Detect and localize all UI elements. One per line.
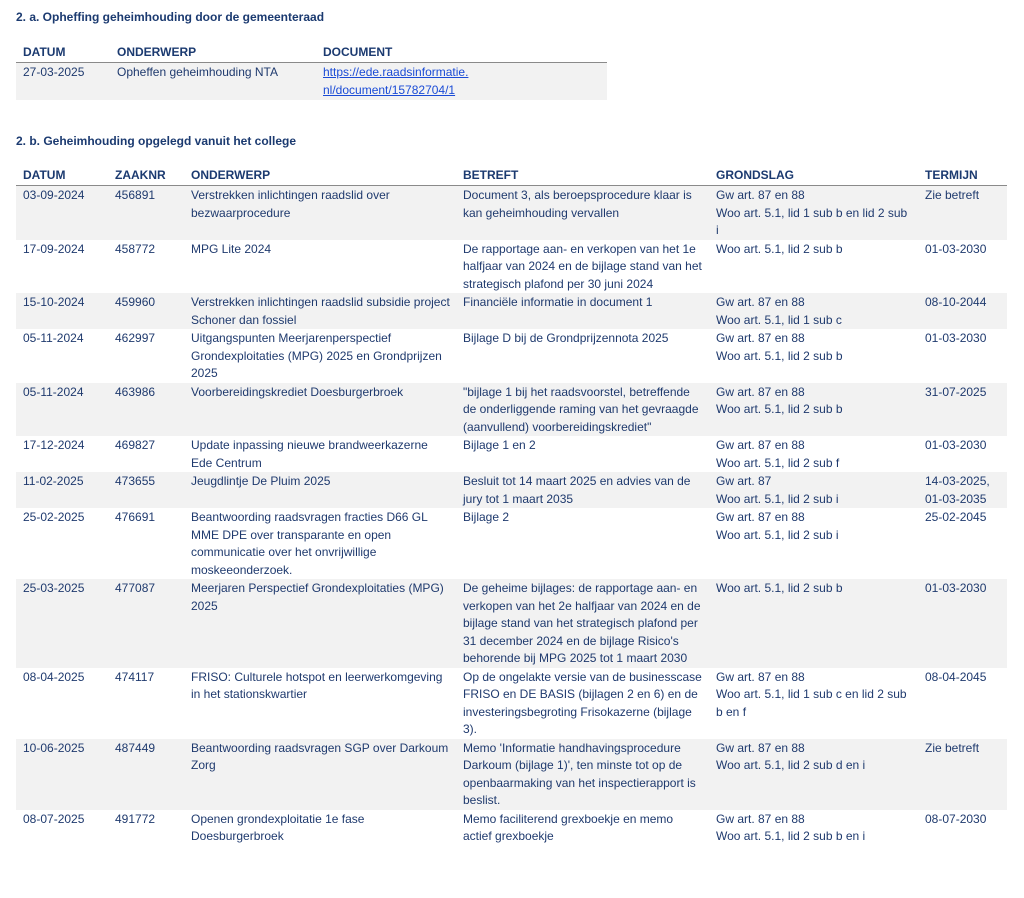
cell-zaaknr: 477087 bbox=[108, 579, 184, 668]
table-row bbox=[16, 472, 1007, 508]
cell-zaaknr: 487449 bbox=[108, 739, 184, 810]
table-row bbox=[16, 329, 1007, 383]
cell-termijn: 25-02-2045 bbox=[918, 508, 1007, 579]
cell-grondslag bbox=[709, 383, 918, 437]
grondslag-line: Gw art. 87 en 88 bbox=[716, 438, 805, 452]
header-betreft: BETREFT bbox=[456, 166, 709, 186]
cell-betreft: "bijlage 1 bij het raadsvoorstel, betreffende de onderliggende raming van het gevraagde (aanvullend) voorbereidingskrediet" bbox=[456, 383, 709, 437]
cell-datum: 17-12-2024 bbox=[16, 436, 108, 472]
cell-zaaknr: 456891 bbox=[108, 186, 184, 240]
cell-betreft: Document 3, als beroepsprocedure klaar is kan geheimhouding vervallen bbox=[456, 186, 709, 240]
cell-datum: 05-11-2024 bbox=[16, 329, 108, 383]
table-header-row bbox=[16, 166, 1007, 186]
cell-onderwerp: Beantwoording raadsvragen fracties D66 GL MME DPE over transparante en open communicatie over het onvrijwillige moskeeonderzoek. bbox=[184, 508, 456, 579]
cell-zaaknr: 459960 bbox=[108, 293, 184, 329]
cell-termijn: 01-03-2030 bbox=[918, 240, 1007, 294]
cell-termijn: Zie betreft bbox=[918, 739, 1007, 810]
cell-onderwerp: Verstrekken inlichtingen raadslid subsidie project Schoner dan fossiel bbox=[184, 293, 456, 329]
table-row bbox=[16, 668, 1007, 739]
cell-datum: 08-07-2025 bbox=[16, 810, 108, 846]
cell-datum: 17-09-2024 bbox=[16, 240, 108, 294]
cell-onderwerp: FRISO: Culturele hotspot en leerwerkomgeving in het stationskwartier bbox=[184, 668, 456, 739]
table-row bbox=[16, 383, 1007, 437]
table-row bbox=[16, 293, 1007, 329]
header-datum: DATUM bbox=[16, 43, 110, 63]
document-link-line2: nl/document/15782704/1 bbox=[323, 82, 456, 97]
table-row bbox=[16, 63, 607, 101]
grondslag-line: Woo art. 5.1, lid 1 sub c bbox=[716, 312, 842, 327]
cell-grondslag bbox=[709, 472, 918, 508]
cell-betreft: De geheime bijlages: de rapportage aan- en verkopen van het 2e halfjaar van 2024 en de bijlage stand van het strategisch plafond per 31 december 2024 en de bijlage Risico's behorende bij MPG 2025 tot 1 maart 2030 bbox=[456, 579, 709, 668]
section-b-title: 2. b. Geheimhouding opgelegd vanuit het college bbox=[16, 134, 297, 148]
table-row bbox=[16, 739, 1007, 810]
grondslag-line: Woo art. 5.1, lid 2 sub b bbox=[716, 581, 843, 595]
cell-grondslag bbox=[709, 240, 918, 294]
table-opheffing bbox=[16, 43, 607, 100]
document-link[interactable] bbox=[323, 65, 468, 97]
cell-zaaknr: 463986 bbox=[108, 383, 184, 437]
cell-onderwerp: Beantwoording raadsvragen SGP over Darkoum Zorg bbox=[184, 739, 456, 810]
cell-zaaknr: 491772 bbox=[108, 810, 184, 846]
grondslag-line: Woo art. 5.1, lid 1 sub b en lid 2 sub i bbox=[716, 205, 908, 237]
cell-onderwerp: Update inpassing nieuwe brandweerkazerne Ede Centrum bbox=[184, 436, 456, 472]
grondslag-line: Woo art. 5.1, lid 1 sub c en lid 2 sub b en f bbox=[716, 687, 907, 719]
cell-termijn: 01-03-2030 bbox=[918, 579, 1007, 668]
cell-betreft: Memo faciliterend grexboekje en memo actief grexboekje bbox=[456, 810, 709, 846]
grondslag-line: Gw art. 87 bbox=[716, 474, 772, 488]
cell-grondslag bbox=[709, 436, 918, 472]
cell-betreft: Bijlage 2 bbox=[456, 508, 709, 579]
cell-onderwerp: Openen grondexploitatie 1e fase Doesburgerbroek bbox=[184, 810, 456, 846]
cell-zaaknr: 474117 bbox=[108, 668, 184, 739]
grondslag-line: Gw art. 87 en 88 bbox=[716, 188, 805, 202]
cell-datum: 25-02-2025 bbox=[16, 508, 108, 579]
cell-termijn: 08-07-2030 bbox=[918, 810, 1007, 846]
cell-termijn: 01-03-2030 bbox=[918, 436, 1007, 472]
section-a-title: 2. a. Opheffing geheimhouding door de gemeenteraad bbox=[16, 10, 325, 24]
cell-zaaknr: 469827 bbox=[108, 436, 184, 472]
cell-onderwerp: Verstrekken inlichtingen raadslid over bezwaarprocedure bbox=[184, 186, 456, 240]
cell-betreft: Op de ongelakte versie van de businesscase FRISO en DE BASIS (bijlagen 2 en 6) en de investeringsbegroting Frisokazerne (bijlage 3). bbox=[456, 668, 709, 739]
grondslag-line: Woo art. 5.1, lid 2 sub b bbox=[716, 402, 843, 416]
header-zaaknr: ZAAKNR bbox=[108, 166, 184, 186]
cell-termijn: 31-07-2025 bbox=[918, 383, 1007, 437]
cell-datum: 08-04-2025 bbox=[16, 668, 108, 739]
grondslag-line: Gw art. 87 en 88 bbox=[716, 669, 805, 684]
cell-termijn: 08-10-2044 bbox=[918, 293, 1007, 329]
cell-onderwerp: Voorbereidingskrediet Doesburgerbroek bbox=[184, 383, 456, 437]
cell-zaaknr: 476691 bbox=[108, 508, 184, 579]
header-grondslag: GRONDSLAG bbox=[709, 166, 918, 186]
cell-datum: 25-03-2025 bbox=[16, 579, 108, 668]
header-onderwerp: ONDERWERP bbox=[184, 166, 456, 186]
table-header-row bbox=[16, 43, 607, 63]
grondslag-line: Woo art. 5.1, lid 2 sub i bbox=[716, 527, 839, 542]
cell-termijn: 01-03-2030 bbox=[918, 329, 1007, 383]
grondslag-line: Gw art. 87 en 88 bbox=[716, 295, 805, 309]
grondslag-line: Gw art. 87 en 88 bbox=[716, 811, 805, 826]
cell-datum: 27-03-2025 bbox=[16, 63, 110, 101]
cell-onderwerp: Jeugdlintje De Pluim 2025 bbox=[184, 472, 456, 508]
cell-termijn: Zie betreft bbox=[918, 186, 1007, 240]
table-row bbox=[16, 810, 1007, 846]
document-link-line1: https://ede.raadsinformatie. bbox=[323, 65, 469, 79]
grondslag-line: Woo art. 5.1, lid 2 sub i bbox=[716, 491, 839, 506]
cell-datum: 11-02-2025 bbox=[16, 472, 108, 508]
cell-betreft: Besluit tot 14 maart 2025 en advies van de jury tot 1 maart 2035 bbox=[456, 472, 709, 508]
grondslag-line: Gw art. 87 en 88 bbox=[716, 331, 805, 345]
cell-grondslag bbox=[709, 668, 918, 739]
cell-termijn: 08-04-2045 bbox=[918, 668, 1007, 739]
table-row bbox=[16, 240, 1007, 294]
grondslag-line: Gw art. 87 en 88 bbox=[716, 510, 805, 524]
cell-grondslag bbox=[709, 508, 918, 579]
header-onderwerp: ONDERWERP bbox=[110, 43, 316, 63]
cell-onderwerp: MPG Lite 2024 bbox=[184, 240, 456, 294]
grondslag-line: Woo art. 5.1, lid 2 sub b bbox=[716, 241, 843, 256]
grondslag-line: Woo art. 5.1, lid 2 sub d en i bbox=[716, 758, 866, 772]
table-geheimhouding bbox=[16, 166, 1007, 846]
cell-zaaknr: 473655 bbox=[108, 472, 184, 508]
cell-grondslag bbox=[709, 293, 918, 329]
header-document: DOCUMENT bbox=[316, 43, 607, 63]
cell-onderwerp: Opheffen geheimhouding NTA bbox=[110, 63, 316, 101]
grondslag-line: Gw art. 87 en 88 bbox=[716, 384, 805, 399]
cell-grondslag bbox=[709, 810, 918, 846]
table-row bbox=[16, 508, 1007, 579]
cell-grondslag bbox=[709, 739, 918, 810]
cell-document bbox=[316, 63, 607, 101]
cell-grondslag bbox=[709, 579, 918, 668]
table-row bbox=[16, 436, 1007, 472]
cell-betreft: De rapportage aan- en verkopen van het 1e halfjaar van 2024 en de bijlage stand van het strategisch plafond per 30 juni 2024 bbox=[456, 240, 709, 294]
cell-datum: 05-11-2024 bbox=[16, 383, 108, 437]
cell-onderwerp: Meerjaren Perspectief Grondexploitaties (MPG) 2025 bbox=[184, 579, 456, 668]
cell-datum: 03-09-2024 bbox=[16, 186, 108, 240]
cell-onderwerp: Uitgangspunten Meerjarenperspectief Grondexploitaties (MPG) 2025 en Grondprijzen 2025 bbox=[184, 329, 456, 383]
cell-termijn: 14-03-2025, 01-03-2035 bbox=[918, 472, 1007, 508]
cell-zaaknr: 462997 bbox=[108, 329, 184, 383]
cell-betreft: Bijlage 1 en 2 bbox=[456, 436, 709, 472]
cell-datum: 10-06-2025 bbox=[16, 739, 108, 810]
cell-betreft: Financiële informatie in document 1 bbox=[456, 293, 709, 329]
cell-grondslag bbox=[709, 186, 918, 240]
header-termijn: TERMIJN bbox=[918, 166, 1007, 186]
cell-grondslag bbox=[709, 329, 918, 383]
cell-datum: 15-10-2024 bbox=[16, 293, 108, 329]
grondslag-line: Woo art. 5.1, lid 2 sub b bbox=[716, 348, 843, 363]
grondslag-line: Woo art. 5.1, lid 2 sub f bbox=[716, 455, 840, 470]
table-row bbox=[16, 186, 1007, 240]
grondslag-line: Woo art. 5.1, lid 2 sub b en i bbox=[716, 829, 866, 843]
cell-betreft: Memo 'Informatie handhavingsprocedure Darkoum (bijlage 1)', ten minste tot op de openbaarmaking van het inspectierapport is beslist. bbox=[456, 739, 709, 810]
table-row bbox=[16, 579, 1007, 668]
cell-zaaknr: 458772 bbox=[108, 240, 184, 294]
cell-betreft: Bijlage D bij de Grondprijzennota 2025 bbox=[456, 329, 709, 383]
grondslag-line: Gw art. 87 en 88 bbox=[716, 740, 805, 755]
header-datum: DATUM bbox=[16, 166, 108, 186]
